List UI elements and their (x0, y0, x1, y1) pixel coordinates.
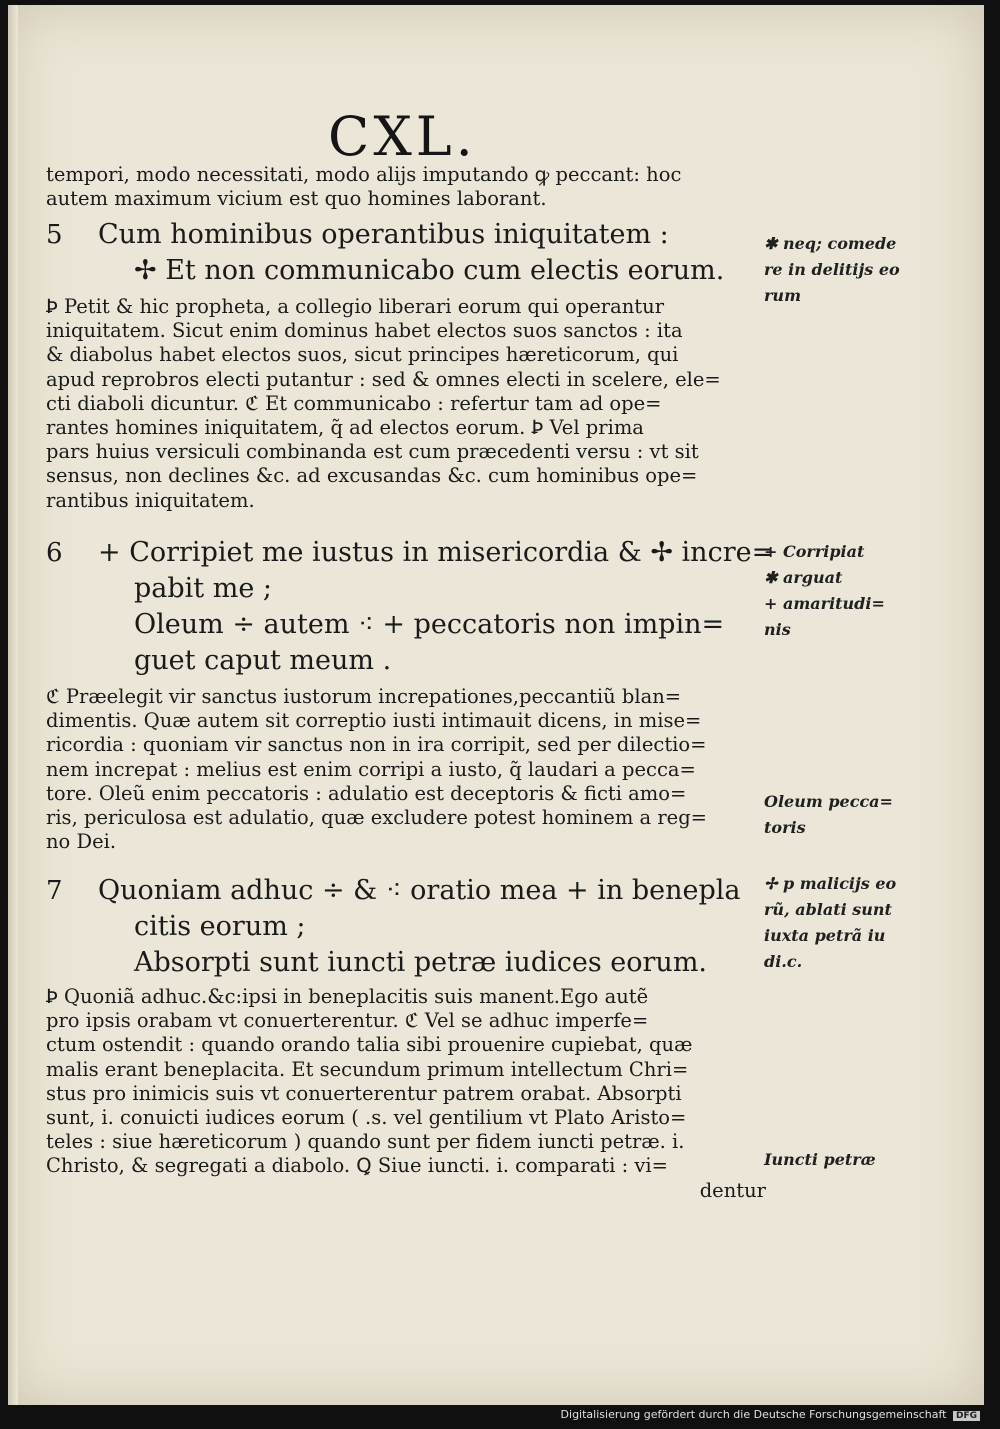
text-line: Christo, & segregati a diabolo. Ꝗ Siue iuncti. i. comparati : vi= (46, 1154, 668, 1178)
verse-line: guet caput meum . (134, 645, 392, 676)
book-page (8, 5, 984, 1405)
verse-line: Cum hominibus operantibus iniquitatem : (98, 219, 669, 250)
text-line: sensus, non declines &c. ad excusandas &c. cum hominibus ope= (46, 464, 698, 488)
verse-line: + Corripiet me iustus in misericordia & ✢ incre= (98, 537, 775, 568)
margin-gloss-2 (764, 539, 974, 643)
text-line: ris, periculosa est adulatio, quæ excludere potest hominem a reg= (46, 806, 708, 830)
text-line: dimentis. Quæ autem sit correptio iusti intimauit dicens, in mise= (46, 709, 702, 733)
verse-line: Quoniam adhuc ÷ & ⁖ oratio mea + in benepla (98, 875, 741, 906)
text-line: stus pro inimicis suis vt conuerterentur patrem orabat. Absorpti (46, 1081, 682, 1105)
text-line: teles : siue hæreticorum ) quando sunt per fidem iuncti petræ. i. (46, 1130, 685, 1154)
commentary-5 (46, 295, 766, 513)
margin-gloss-5 (764, 1147, 974, 1173)
gloss-line: + Corripiat (764, 542, 865, 561)
text-line: ctum ostendit : quando orando talia sibi prouenire cupiebat, quæ (46, 1033, 693, 1057)
verse-number: 6 (46, 538, 63, 568)
commentary-6 (46, 685, 766, 854)
text-line: no Dei. (46, 830, 117, 854)
verse-number: 7 (46, 876, 63, 906)
text-line: ricordia : quoniam vir sanctus non in ira corripit, sed per dilectio= (46, 733, 707, 757)
verse-7 (46, 873, 766, 981)
verse-5 (46, 217, 766, 289)
text-line: ℭ Præelegit vir sanctus iustorum increpationes,peccantiũ blan= (46, 685, 682, 708)
text-line: pro ipsis orabam vt conuerterentur. ℭ Vel se adhuc imperfe= (46, 1009, 649, 1033)
gloss-line: ✱ arguat (764, 568, 843, 587)
text-line: Ꝧ Quoniã adhuc.&c:ipsi in beneplacitis suis manent.Ego autẽ (46, 985, 649, 1008)
text-line: rantes homines iniquitatem, q̃ ad electos eorum. Ꝧ Vel prima (46, 416, 644, 440)
digitization-credit (561, 1408, 980, 1421)
text-line: apud reprobros electi putantur : sed & omnes electi in scelere, ele= (46, 367, 721, 391)
commentary-7 (46, 985, 766, 1203)
text-line: tempori, modo necessitati, modo alijs imputando ꝙ peccant: hoc (46, 163, 682, 186)
gloss-line: ✢ p malicijs eo (764, 874, 897, 893)
gloss-line: re in delitijs eo (764, 260, 900, 279)
catchword: dentur (699, 1178, 766, 1202)
text-line: malis erant beneplacita. Et secundum primum intellectum Chri= (46, 1057, 689, 1081)
gloss-line: ✱ neq; comede (764, 234, 897, 253)
gloss-line: iuxta petrã iu (764, 926, 886, 945)
margin-gloss-1 (764, 231, 974, 309)
dfg-logo: DFG (953, 1411, 980, 1421)
text-line: rantibus iniquitatem. (46, 488, 255, 512)
gloss-line: rũ, ablati sunt (764, 900, 892, 919)
margin-gloss-4 (764, 871, 974, 975)
text-line: nem increpat : melius est enim corripi a iusto, q̃ laudari a pecca= (46, 757, 696, 781)
text-line: cti diaboli dicuntur. ℭ Et communicabo : refertur tam ad ope= (46, 391, 662, 415)
gloss-line: Oleum pecca= (764, 792, 893, 811)
intro-text (46, 163, 766, 211)
page-spine (8, 5, 18, 1405)
text-line: autem maximum vicium est quo homines laborant. (46, 187, 547, 211)
margin-gloss-3 (764, 789, 974, 841)
text-line: iniquitatem. Sicut enim dominus habet electos suos sanctos : ita (46, 319, 683, 343)
gloss-line: toris (764, 818, 806, 837)
verse-line: Oleum ÷ autem ⁖ + peccatoris non impin= (134, 609, 725, 640)
text-line: sunt, i. conuicti iudices eorum ( .s. vel gentilium vt Plato Aristo= (46, 1106, 687, 1130)
folio-number: CXL. (328, 105, 477, 168)
gloss-line: nis (764, 620, 791, 639)
verse-number: 5 (46, 220, 63, 250)
text-line: pars huius versiculi combinanda est cum præcedenti versu : vt sit (46, 440, 699, 464)
verse-line: ✢ Et non communicabo cum electis eorum. (134, 255, 725, 286)
text-line: tore. Oleũ enim peccatoris : adulatio est deceptoris & ficti amo= (46, 781, 687, 805)
verse-line: citis eorum ; (134, 911, 306, 942)
gloss-line: + amaritudi= (764, 594, 885, 613)
gloss-line: di.c. (764, 952, 803, 971)
text-line: Ꝧ Petit & hic propheta, a collegio liberari eorum qui operantur (46, 295, 665, 318)
credit-text: Digitalisierung gefördert durch die Deutsche Forschungsgemeinschaft (560, 1408, 947, 1421)
text-line: & diabolus habet electos suos, sicut principes hæreticorum, qui (46, 343, 679, 367)
verse-6 (46, 535, 775, 679)
gloss-line: Iuncti petræ (764, 1150, 876, 1169)
verse-line: pabit me ; (134, 573, 272, 604)
gloss-line: rum (764, 286, 801, 305)
verse-line: Absorpti sunt iuncti petræ iudices eorum. (134, 947, 707, 978)
